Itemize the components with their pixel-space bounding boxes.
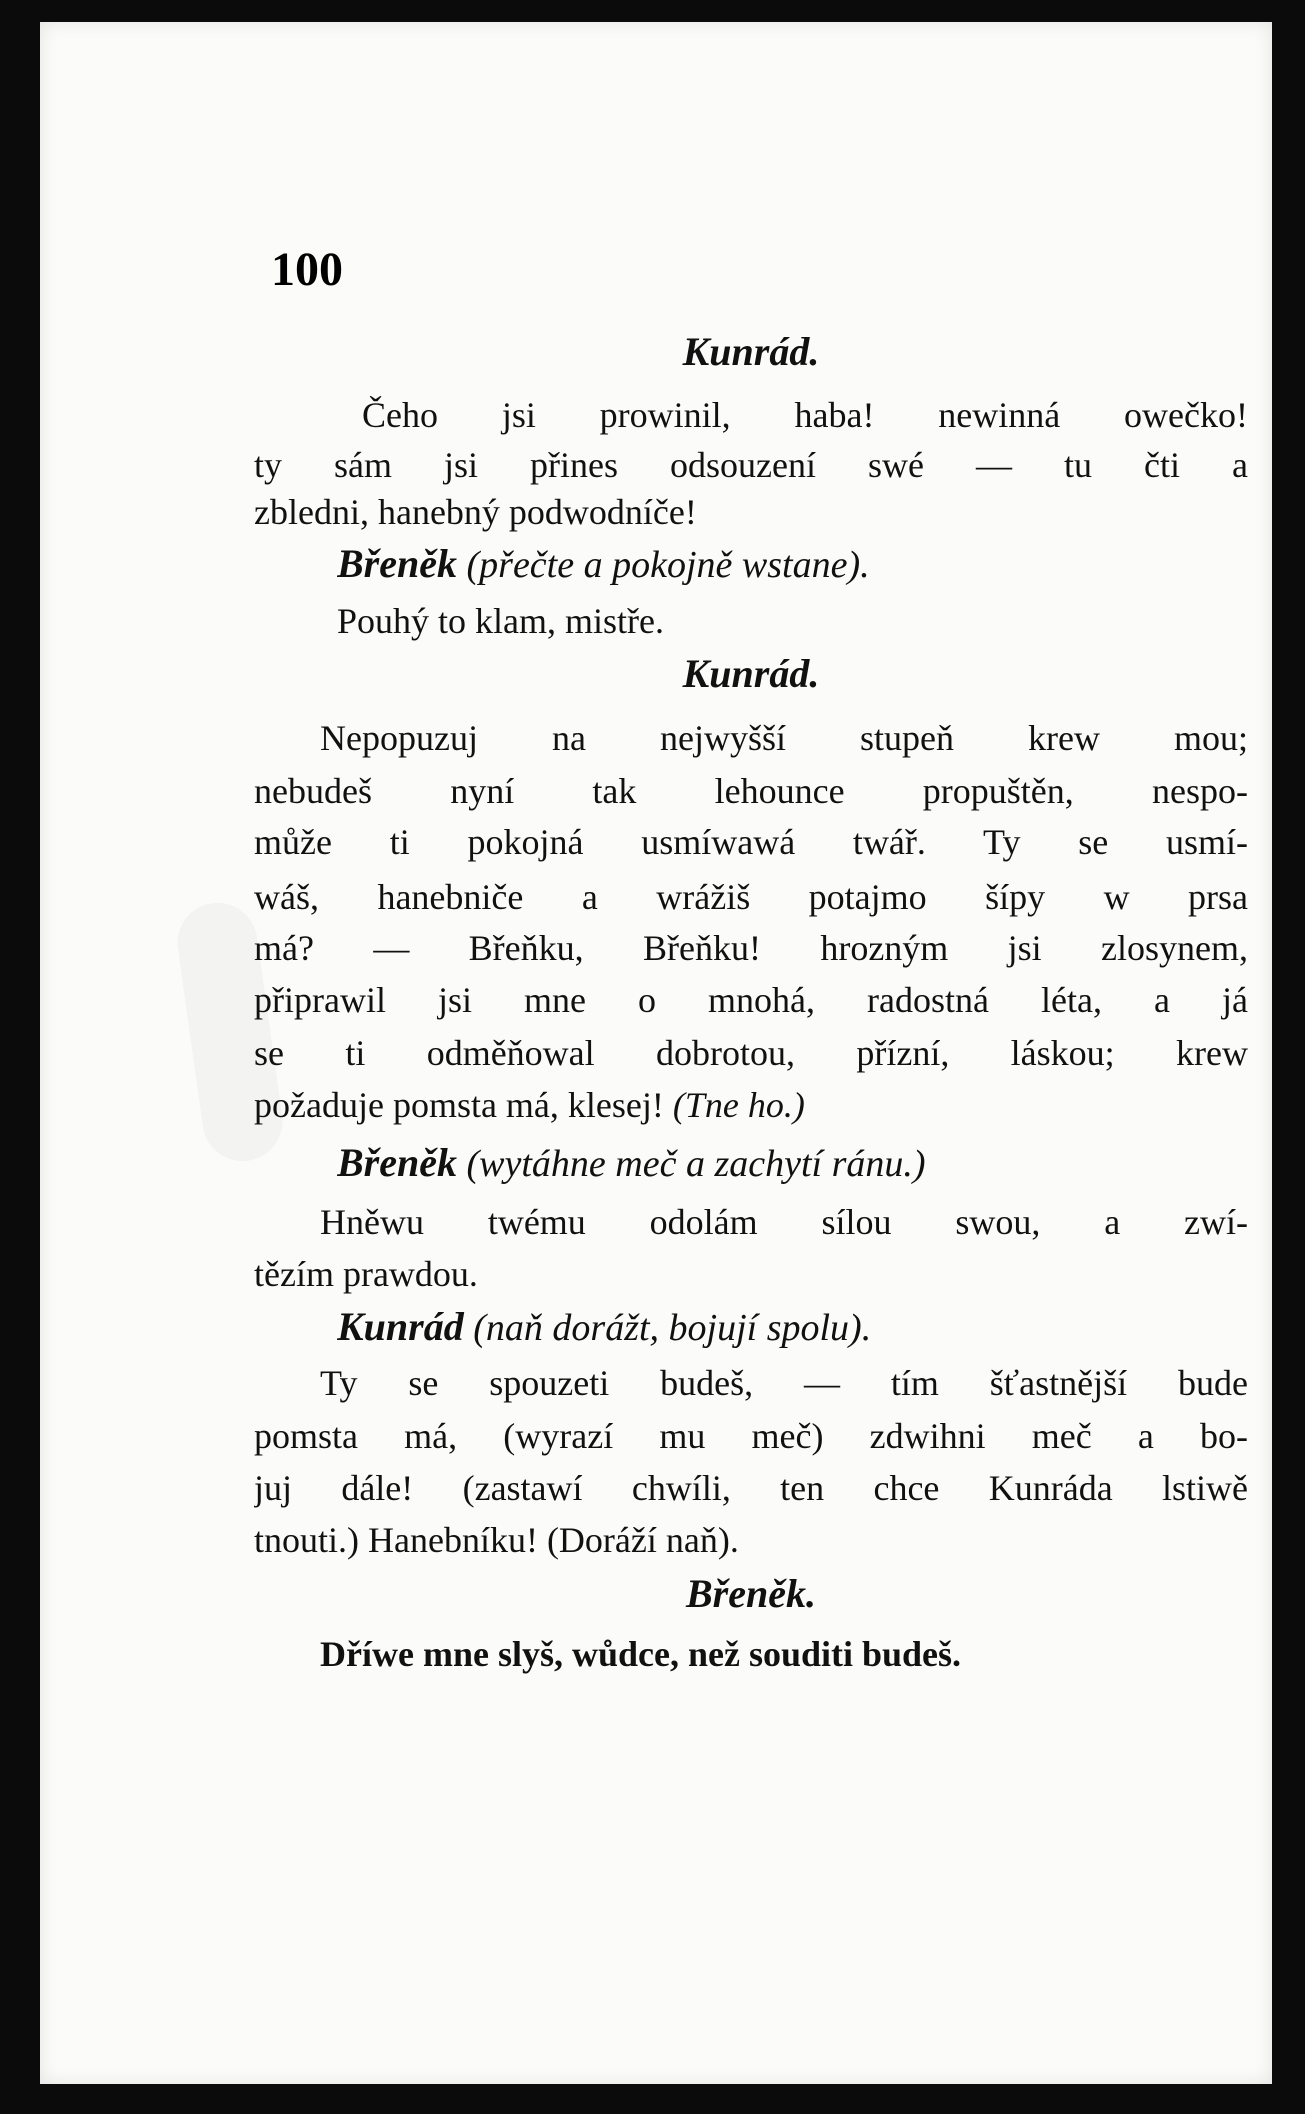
inline-stage-direction: (Tne ho.) <box>672 1085 805 1125</box>
stage-direction: (naň dorážt, bojují spolu). <box>473 1307 872 1349</box>
speaker-name-kunrad: Kunrád <box>337 1305 464 1349</box>
stage-direction-line <box>337 542 1248 587</box>
speaker-name-brenek-2: Břeněk <box>337 1141 457 1185</box>
speech-line: wáš, hanebniče a wrážiš potajmo šípy w prsa <box>254 877 1248 917</box>
stage-direction-line <box>337 1305 1248 1350</box>
stage-direction-line <box>337 1141 1248 1186</box>
speech-line-with-stage <box>254 1083 1248 1127</box>
speech-line: juj dále! (zastawí chwíli, ten chce Kunráda lstiwě <box>254 1468 1248 1508</box>
speech-line: může ti pokojná usmíwawá twář. Ty se usmí- <box>254 822 1248 862</box>
speech-line: nebudeš nyní tak lehounce propuštěn, nespo- <box>254 771 1248 811</box>
book-page <box>40 22 1272 2084</box>
speaker-heading-kunrad-1: Kunrád. <box>682 330 820 374</box>
speech-line: zbledni, hanebný podwodníče! <box>254 492 697 532</box>
speech-line: se ti odměňowal dobrotou, přízní, láskou; krew <box>254 1033 1248 1073</box>
speech-line: připrawil jsi mne o mnohá, radostná léta, a já <box>254 980 1248 1020</box>
speech-line: tězím prawdou. <box>254 1254 478 1294</box>
speaker-heading-brenek: Břeněk. <box>686 1572 816 1616</box>
speech-line: Ty se spouzeti budeš, — tím šťastnější bude <box>320 1363 1248 1403</box>
stage-direction: (wytáhne meč a zachytí ránu.) <box>466 1143 926 1185</box>
speech-line: Čeho jsi prowinil, haba! newinná owečko! <box>362 395 1248 435</box>
speaker-name-brenek: Břeněk <box>337 542 457 586</box>
stage-direction: (přečte a pokojně wstane). <box>466 544 870 586</box>
speech-line: Hněwu twému odolám sílou swou, a zwí- <box>320 1202 1248 1242</box>
speech-line: tnouti.) Hanebníku! (Doráží naň). <box>254 1520 739 1560</box>
speech-text: požaduje pomsta má, klesej! <box>254 1085 664 1125</box>
speech-line: Pouhý to klam, mistře. <box>337 601 664 641</box>
speaker-heading-kunrad-2: Kunrád. <box>682 652 820 696</box>
speech-line: ty sám jsi přines odsouzení swé — tu čti a <box>254 445 1248 485</box>
speech-line: má? — Břeňku, Břeňku! hrozným jsi zlosynem, <box>254 928 1248 968</box>
speech-line-final: Dříwe mne slyš, wůdce, než souditi budeš. <box>320 1634 962 1674</box>
speech-line: Nepopuzuj na nejwyšší stupeň krew mou; <box>320 718 1248 758</box>
speech-line: pomsta má, (wyrazí mu meč) zdwihni meč a bo- <box>254 1416 1248 1456</box>
page-number: 100 <box>271 243 343 296</box>
